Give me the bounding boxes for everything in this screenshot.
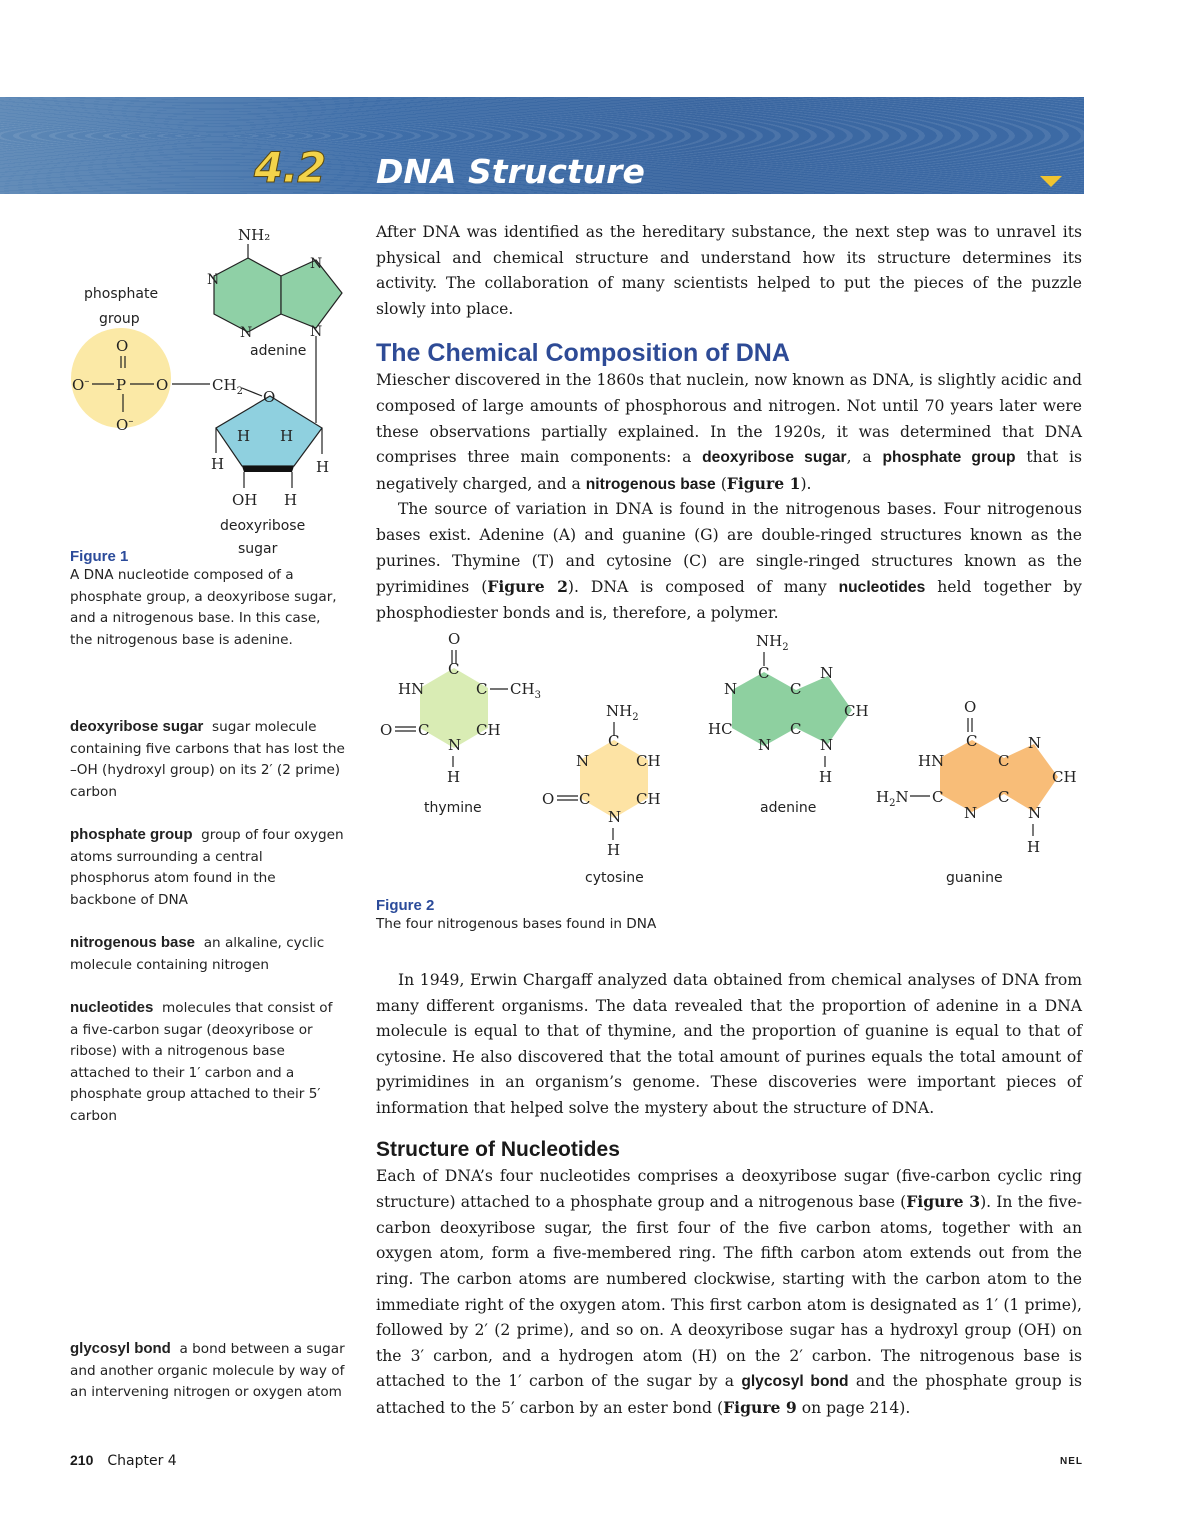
svg-text:H2N: $H_2N$ [876,788,909,809]
cytosine-label: cytosine [585,870,644,886]
svg-text:C: C [932,788,944,806]
glossary-def: group of four oxygen atoms surrounding a central phosphorus atom found in the backbone of DNA [70,827,344,908]
svg-text:O: O [263,388,276,406]
svg-text:O: O [448,630,461,648]
svg-text:C: C [418,721,430,739]
svg-text:O: O [380,721,393,739]
section-number: 4.2 [254,143,326,192]
svg-text:OH: OH [232,491,258,509]
paragraph-bases: The source of variation in DNA is found in the nitrogenous bases. Four nitrogenous bases exist. Adenine (A) and guanine (G) are double-ringed structures known as the purines. Thymine (T) and cytosine (C) are single-ringed structures known as the pyrimidines (Figure 2). DNA is composed of many nucleotides held together by phosphodiester bonds and is, therefore, a polymer. [376,500,1082,622]
figure-2-caption-block [376,897,656,936]
paragraph-nucleotides: Each of DNA’s four nucleotides comprises a deoxyribose sugar (five-carbon cyclic ring structure) attached to a phosphate group and a nitrogenous base (Figure 3). In the five-carbon deoxyribose sugar, the first four of the five carbon atoms, together with an oxygen atom, form a five-membered ring. The fifth carbon atom extends out from the ring. The carbon atoms are numbered clockwise, starting with the carbon atom to the immediate right of the oxygen atom. This first carbon atom is designated as 1′ (1 prime), followed by 2′ (2 prime), and so on. A deoxyribose sugar has a hydroxyl group (OH) on the 3′ carbon, and a hydrogen atom (H) on the 2′ carbon. The nitrogenous base is attached to the 1′ carbon of the sugar by a glycosyl bond and the phosphate group is attached to the 5′ carbon by an ester bond (Figure 9 on page 214). [376,1166,1083,1417]
section-heading-nucleotides: Structure of Nucleotides [376,1137,620,1161]
glossary-entry [70,716,345,803]
chevron-down-icon [1040,176,1062,187]
svg-text:N: N [964,804,978,822]
glossary-def: a bond between a sugar and another organic molecule by way of an intervening nitrogen or oxygen atom [70,1341,345,1401]
section-title: DNA Structure [376,152,645,191]
figure-3-ref: Figure 3 [906,1192,981,1212]
page-footer [70,1452,177,1469]
glossary-entry [70,824,345,911]
glossary-entry [70,997,345,1128]
paragraph-chargaff: In 1949, Erwin Chargaff analyzed data obtained from chemical analyses of DNA from many different organisms. The data revealed that the proportion of adenine in a DNA molecule is equal to that of thymine, and the proportion of guanine is equal to that of cytosine. He also discovered that the total amount of purines equals the total amount of pyrimidines in an organism’s genome. These discoveries were important pieces of information that helped solve the mystery about the structure of DNA. [376,971,1082,1117]
sugar-ring [216,396,322,466]
svg-text:C: C [998,752,1010,770]
glossary-entry [70,1338,345,1404]
figure-1-caption-block [70,548,340,651]
keyword-nucleotides: nucleotides [838,579,926,597]
svg-text:N: N [758,736,772,754]
figure-9-ref: Figure 9 [723,1397,797,1417]
svg-text:C: C [448,660,460,678]
svg-text:N: N [310,256,323,272]
svg-text:C: C [579,790,591,808]
figure-1-caption: A DNA nucleotide composed of a phosphate group, a deoxyribose sugar, and a nitrogenous base. In this case, the nitrogenous base is adenine. [70,567,337,648]
svg-text:C: C [790,680,802,698]
svg-text:HN: HN [398,680,425,698]
svg-text:H: H [280,427,294,445]
page-number: 210 [70,1452,94,1468]
guanine-ring-6 [940,740,1004,812]
figure-2-label: Figure 2 [376,897,435,914]
svg-text:H: H [237,427,251,445]
svg-text:N: N [820,664,834,682]
svg-text:C: C [966,732,978,750]
svg-text:H: H [1027,838,1041,856]
svg-text:N: N [448,736,462,754]
guanine-label: guanine [946,870,1003,886]
keyword-phosphate: phosphate group [882,449,1016,467]
svg-text:O: O [156,376,169,394]
svg-text:N: N [207,272,220,288]
figure-1-label: Figure 1 [70,548,129,565]
publisher-mark: NEL [1060,1456,1083,1467]
glossary-term: nucleotides [70,999,154,1016]
svg-text:N: N [576,752,590,770]
figure-2-ref: Figure 2 [487,577,568,597]
thymine-label: thymine [424,800,482,816]
svg-text:H: H [284,491,298,509]
svg-text:C: C [790,720,802,738]
adenine-nh2: NH₂ [238,226,271,244]
paragraph-composition: Miescher discovered in the 1860s that nuclein, now known as DNA, is slightly acidic and composed of large amounts of phosphorous and nitrogen. Not until 70 years later were these observations partially explained. In the 1920s, it was determined that DNA comprises three main components: a deoxyribose sugar, a phosphate group that is negatively charged, and a nitrogenous base (Figure 1). [376,371,1082,493]
svg-text:N: N [608,808,622,826]
svg-text:O: O [964,698,977,716]
glossary-entry [70,932,345,976]
svg-text:H: H [447,768,461,786]
svg-text:C: C [758,664,770,682]
svg-text:O: O [116,337,129,355]
figure-1-nucleotide [66,218,356,558]
svg-text:HN: HN [918,752,945,770]
svg-text:NH2: $NH_2$ [756,632,789,653]
glossary-term: deoxyribose sugar [70,718,204,735]
figure-2-caption: The four nitrogenous bases found in DNA [376,916,657,932]
main-text-bottom [376,968,1082,1422]
svg-text:C: C [998,788,1010,806]
svg-text:N: N [310,324,323,340]
svg-text:NH2: $NH_2$ [606,702,639,723]
keyword-deoxyribose: deoxyribose sugar [702,449,847,467]
svg-text:CH: CH [476,721,501,739]
keyword-glycosyl-bond: glycosyl bond [741,1373,849,1391]
svg-text:CH: CH [1052,768,1077,786]
figure-2-bases [366,622,1086,892]
svg-text:H: H [316,458,330,476]
svg-text:CH: CH [636,790,661,808]
adenine-label: adenine [250,343,307,359]
svg-text:CH2: $CH_2$ [212,376,243,397]
adenine-ring-6 [214,258,281,332]
svg-text:P: P [116,376,127,394]
svg-text:O–: O– [72,376,90,394]
svg-text:H: H [211,455,225,473]
svg-text:N: N [1028,734,1042,752]
chapter-label: Chapter 4 [107,1453,177,1469]
svg-text:C: C [476,680,488,698]
svg-text:N: N [724,680,738,698]
svg-text:HC: HC [708,720,733,738]
svg-text:N: N [240,325,253,341]
svg-text:N: N [1028,804,1042,822]
svg-text:O–: O– [116,416,134,434]
sugar-label-2: sugar [238,541,278,557]
intro-paragraph: After DNA was identified as the hereditary substance, the next step was to unravel its physical and chemical structure and understand how its structure determines its activity. The collaboration of many scientists helped to put the pieces of the puzzle slowly into place. [376,223,1082,318]
glossary-term: phosphate group [70,826,193,843]
svg-text:H: H [819,768,833,786]
figure-1-ref: Figure 1 [726,473,801,493]
glossary-term: nitrogenous base [70,934,196,951]
keyword-nitrogenous-base: nitrogenous base [585,475,716,493]
svg-text:CH: CH [636,752,661,770]
svg-text:C: C [608,732,620,750]
glossary-def: sugar molecule containing five carbons that has lost the –OH (hydroxyl group) on its 2′ (2 prime) carbon [70,719,345,800]
sugar-label-1: deoxyribose [220,518,306,534]
svg-text:N: N [820,736,834,754]
svg-text:O: O [542,790,555,808]
phosphate-label-2: group [99,311,140,327]
guanine-ring-5 [1004,744,1058,812]
glossary-term: glycosyl bond [70,1340,171,1357]
svg-text:H: H [607,841,621,859]
adenine-ring-6 [732,672,796,746]
svg-text:CH: CH [844,702,869,720]
section-heading-chemical-composition: The Chemical Composition of DNA [376,339,790,368]
svg-text:CH3: $CH_3$ [510,680,541,701]
adenine-label: adenine [760,800,817,816]
main-text-top [376,220,1082,626]
glossary-def: an alkaline, cyclic molecule containing nitrogen [70,935,325,973]
phosphate-label-1: phosphate [84,286,159,302]
glossary-def: molecules that consist of a five-carbon sugar (deoxyribose or ribose) with a nitrogenous base attached to their 1′ carbon and a phosphate group attached to their 5′ carbon [70,1000,333,1124]
